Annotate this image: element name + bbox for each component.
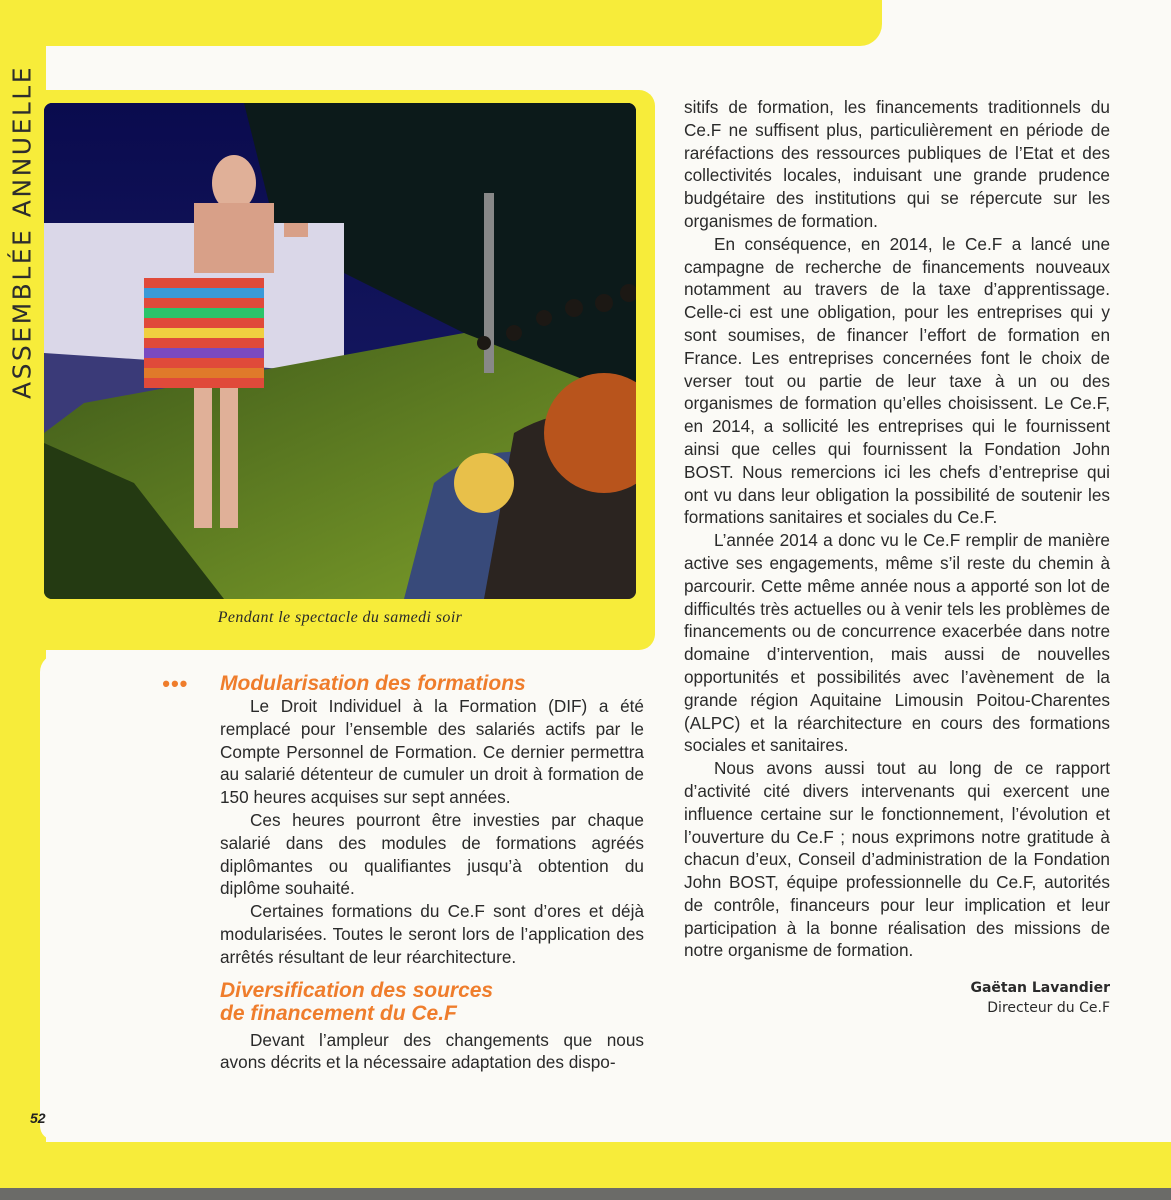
- paragraph: Devant l’ampleur des changements que nous avons décrits et la nécessaire adaptation des dispo-: [220, 1029, 644, 1073]
- heading-modularisation: ••• Modularisation des formations: [162, 671, 526, 696]
- heading-diversification: Diversification des sources de financement du Ce.F: [220, 978, 494, 1025]
- photo-caption: Pendant le spectacle du samedi soir: [217, 609, 463, 626]
- signature: [684, 978, 1110, 1018]
- scan-edge: [0, 1188, 1171, 1200]
- event-photo: [44, 103, 636, 599]
- paragraph: Certaines formations du Ce.F sont d’ores et déjà modularisées. Toutes le seront lors de l’application des arrêtés résultant de leur réarchitecture.: [220, 901, 644, 967]
- bullets-icon: •••: [162, 671, 189, 696]
- signature-role: Directeur du Ce.F: [987, 1000, 1110, 1017]
- paragraph: En conséquence, en 2014, le Ce.F a lancé une campagne de recherche de financements nouveaux notamment au travers de la taxe d’apprentissage. Celle-ci est une obligation, pour les entreprises qui y sont soumises, de financer l’effort de formation en France. Les entreprises concernées font le choix de verser tout ou partie de leur taxe à un ou des organismes de formation qu’elles choisissent. Le Ce.F, en 2014, a sollicité les entreprises qui le fournissent ainsi que celles qui fournissent la Fondation John BOST. Nous remercions ici les chefs d’entreprise qui ont vu dans leur obligation la possibilité de soutenir les formations sanitaires et sociales du Ce.F.: [684, 233, 1110, 528]
- left-column: [162, 671, 644, 1074]
- section-title: ASSEMBLÉE ANNUELLE: [7, 64, 37, 400]
- bottom-yellow-band: [0, 1142, 1171, 1188]
- paragraph: sitifs de formation, les financements traditionnels du Ce.F ne suffisent plus, particulièrement en période de raréfactions des ressources publiques de l’Etat et des collectivités locales, induisant une grande prudence budgétaire des institutions qui se répercute sur les organismes de formation.: [684, 97, 1110, 231]
- paragraph: Ces heures pourront être investies par chaque salarié dans des modules de formations agréés diplômantes ou qualifiantes jusqu’à obtention du diplôme souhaité.: [220, 809, 644, 899]
- page-number: 52: [30, 1110, 46, 1126]
- top-yellow-band: [0, 0, 882, 46]
- paragraph: Le Droit Individuel à la Formation (DIF) a été remplacé pour l’ensemble des salariés actifs par le Compte Personnel de Formation. Ce dernier permettra au salarié détenteur de cumuler un droit à formation de 150 heures acquises sur sept années.: [220, 696, 644, 808]
- right-column: [684, 96, 1110, 1018]
- paragraph: L’année 2014 a donc vu le Ce.F remplir de manière active ses engagements, même s’il reste du chemin à parcourir. Cette même année nous a apporté son lot de difficultés très actuelles ou à venir tels les problèmes de financements ou de concurrence exacerbée dans notre domaine d’intervention, mais aussi de nouvelles opportunités et possibilités avec l’avènement de la grande région Aquitaine Limousin Poitou-Charentes (ALPC) et la réarchitecture en cours des formations sociales et sanitaires.: [684, 530, 1110, 756]
- signature-name: Gaëtan Lavandier: [970, 980, 1110, 997]
- paragraph: Nous avons aussi tout au long de ce rapport d’activité cité divers intervenants qui exercent une influence certaine sur le fonctionnement, l’évolution et l’ouverture du Ce.F ; nous exprimons notre gratitude à chacun d’eux, Conseil d’administration de la Fondation John BOST, équipe professionnelle du Ce.F, autorités de contrôle, financeurs pour leur implication et leur participation à la bonne réalisation des missions de notre organisme de formation.: [684, 758, 1110, 961]
